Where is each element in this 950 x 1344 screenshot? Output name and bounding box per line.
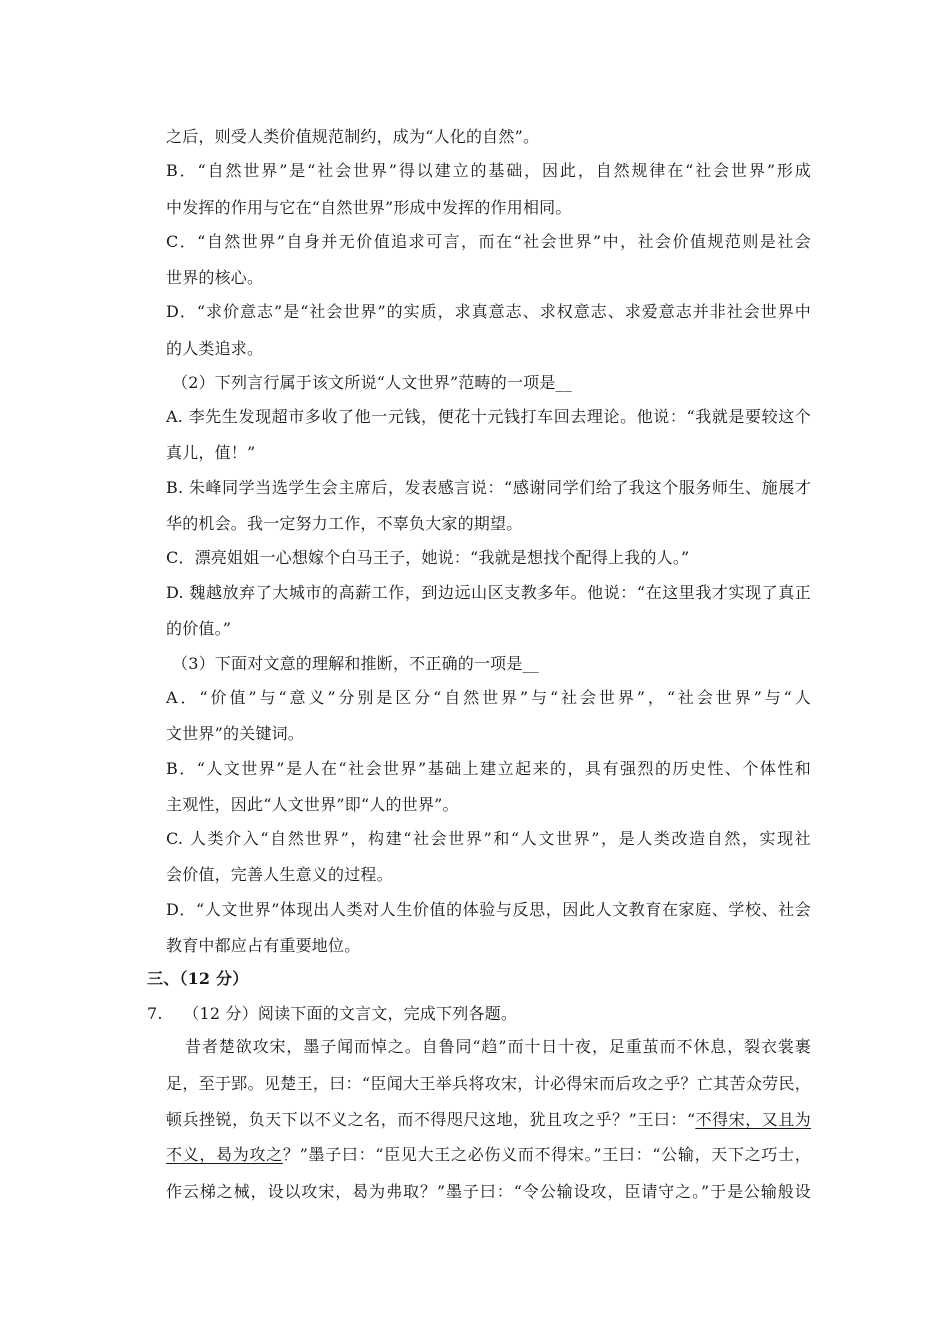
passage-line	[166, 1109, 811, 1131]
passage-text: 顿兵挫锐，负天下以不义之名，而不得咫尺这地，犹且攻之乎？”王曰：“	[166, 1110, 696, 1129]
text-line: 主观性，因此“人文世界”即“人的世界”。	[166, 795, 459, 814]
option-d-line: D. 魏越放弃了大城市的高薪工作，到边远山区支教多年。他说：“在这里我才实现了真正	[166, 583, 811, 602]
text-line: 之后，则受人类价值规范制约，成为“人化的自然”。	[166, 127, 540, 146]
option-c-line: C. 人类介入“自然世界”，构建“社会世界”和“人文世界”，是人类改造自然，实现社	[166, 829, 811, 848]
text-line: 的价值。”	[166, 619, 232, 638]
question-7	[147, 1003, 792, 1025]
option-a-line: A．“价值”与“意义”分别是区分“自然世界”与“社会世界”，“社会世界”与“人	[166, 688, 811, 707]
text-line: 真儿，值！”	[166, 443, 256, 462]
option-d-line: D．“人文世界”体现出人类对人生价值的体验与反思，因此人文教育在家庭、学校、社会	[166, 900, 811, 919]
question-number: 7.	[147, 1004, 163, 1023]
section-heading: 三、（12 分）	[147, 969, 249, 988]
passage-text: ？”墨子曰：“臣见大王	[282, 1145, 451, 1164]
option-b-line: B. 朱峰同学当选学生会主席后，发表感言说：“感谢同学们给了我这个服务师生、施展才	[166, 478, 811, 497]
text-line: 中发挥的作用与它在“自然世界”形成中发挥的作用相同。	[166, 198, 572, 217]
underlined-text: 不义，曷为攻之	[166, 1145, 283, 1164]
text-line: 世界的核心。	[166, 268, 264, 287]
text-line: 会价值，完善人生意义的过程。	[166, 865, 393, 884]
question-3: （3）下面对文意的理解和推断，不正确的一项是__	[172, 654, 539, 673]
passage-line	[185, 1036, 811, 1058]
dotted-char: 之	[451, 1145, 468, 1164]
option-b-line: B．“人文世界”是人在“社会世界”基础上建立起来的，具有强烈的历史性、个体性和	[166, 759, 811, 778]
passage-line: 作云梯之械，设以攻宋，曷为弗取？”墨子曰：“令公输设攻，臣请守之。”于是公输般设	[166, 1182, 811, 1201]
question-prompt: （12 分）阅读下面的文言文，完成下列各题。	[183, 1004, 518, 1023]
passage-line: 足，至于郢。见楚王，曰：“臣闻大王举兵将攻宋，计必得宋而后攻之乎？亡其苦众劳民，	[166, 1074, 811, 1093]
option-d-line: D．“求价意志”是“社会世界”的实质，求真意志、求权意志、求爱意志并非社会世界中	[166, 302, 811, 321]
passage-text: 之。自鲁同“趋”而十日十夜，足重茧而不休息，裂衣裳裹	[387, 1037, 811, 1056]
dotted-char: 悼	[370, 1037, 388, 1056]
passage-text: 必伤义而不得宋。”王曰：“公输，天下之巧士，	[467, 1145, 811, 1164]
text-line: 华的机会。我一定努力工作，不辜负大家的期望。	[166, 514, 523, 533]
option-c-line: C．漂亮姐姐一心想嫁个白马王子，她说：“我就是想找个配得上我的人。”	[166, 548, 690, 567]
text-line: 文世界”的关键词。	[166, 724, 304, 743]
option-b-line: B．“自然世界”是“社会世界”得以建立的基础，因此，自然规律在“社会世界”形成	[166, 161, 811, 180]
passage-text: 昔者楚欲攻宋，墨子闻而	[185, 1037, 371, 1056]
underlined-text: 不得宋，又且为	[695, 1110, 811, 1129]
option-c-line: C．“自然世界”自身并无价值追求可言，而在“社会世界”中，社会价值规范则是社会	[166, 232, 811, 251]
passage-line	[166, 1144, 811, 1166]
text-line: 的人类追求。	[166, 339, 264, 358]
question-2: （2）下列言行属于该文所说“人文世界”范畴的一项是__	[172, 373, 572, 392]
option-a-line: A. 李先生发现超市多收了他一元钱，便花十元钱打车回去理论。他说：“我就是要较这个	[166, 407, 811, 426]
text-line: 教育中都应占有重要地位。	[166, 936, 361, 955]
